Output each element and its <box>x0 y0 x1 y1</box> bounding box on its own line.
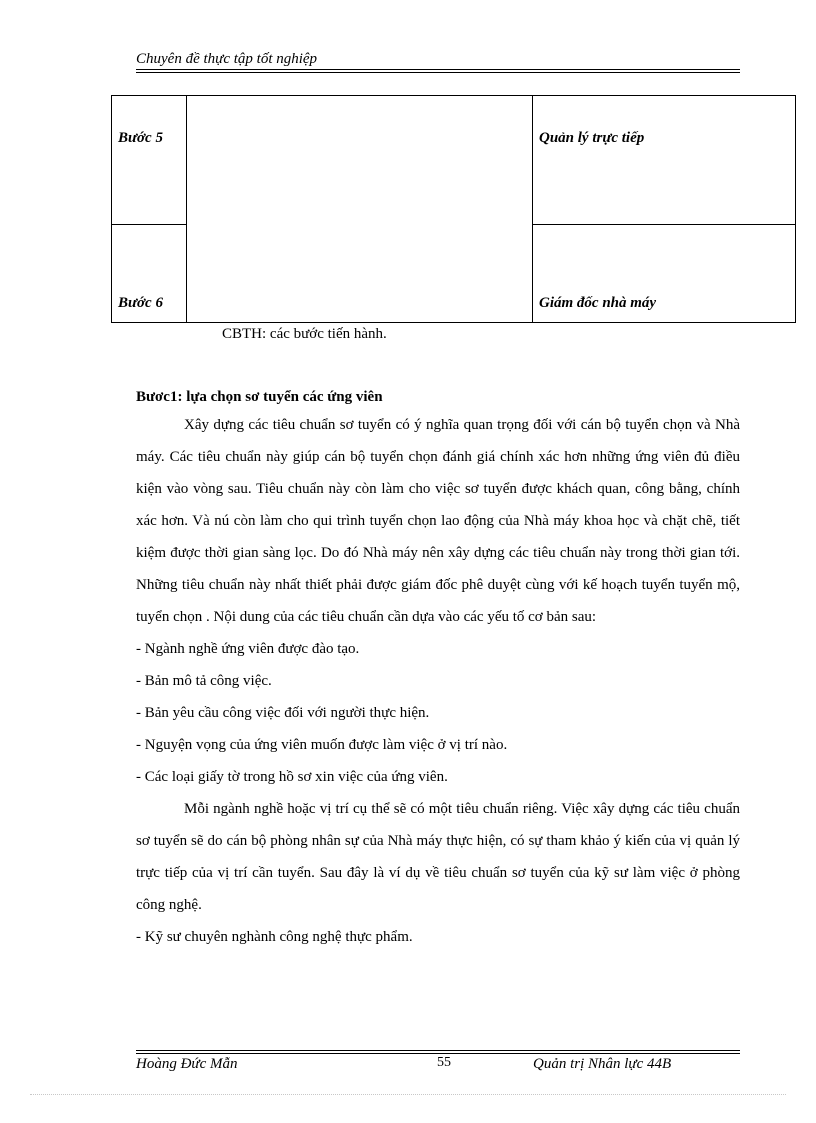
page-header-title: Chuyên đề thực tập tốt nghiệp <box>136 51 318 67</box>
header-rule <box>136 69 740 70</box>
list-item: - Các loại giấy tờ trong hồ sơ xin việc của ứng viên. <box>136 769 448 785</box>
list-item: - Bản yêu cầu công việc đối với người thực hiện. <box>136 705 430 721</box>
paragraph-2: Mỗi ngành nghề hoặc vị trí cụ thể sẽ có một tiêu chuẩn riêng. Việc xây dựng các tiêu chuẩn sơ tuyển sẽ do cán bộ phòng nhân sự của Nhà máy thực hiện, có sự tham khảo ý kiến của vị quản lý trực tiếp của vị trí cần tuyển. Sau đây là ví dụ về tiêu chuẩn sơ tuyển của kỹ sư làm việc ở phòng công nghệ. <box>136 801 740 913</box>
list-item: - Nguyện vọng của ứng viên muốn được làm việc ở vị trí nào. <box>136 737 508 753</box>
step-5-label: Bước 5 <box>112 96 187 225</box>
footer-rule <box>136 1053 740 1054</box>
list-item: - Kỹ sư chuyên nghành công nghệ thực phẩm. <box>136 929 413 945</box>
page-number: 55 <box>437 1055 451 1070</box>
paragraph-1: Xây dựng các tiêu chuẩn sơ tuyển có ý nghĩa quan trọng đối với cán bộ tuyển chọn và Nhà máy. Các tiêu chuẩn này giúp cán bộ tuyển chọn đánh giá chính xác hơn những ứng viên đủ điều kiện vào vòng sau. Tiêu chuẩn này còn làm cho việc sơ tuyển được khách quan, công bằng, chính xác hơn. Và nú còn làm cho qui trình tuyển chọn lao động của Nhà máy khoa học và chặt chẽ, tiết kiệm được thời gian sàng lọc. Do đó Nhà máy nên xây dựng các tiêu chuẩn này trong thời gian tới. Những tiêu chuẩn này nhất thiết phải được giám đốc phê duyệt cùng với kế hoạch tuyển tuyển mộ, tuyển chọn . Nội dung của các tiêu chuẩn cần dựa vào các yếu tố cơ bản sau: <box>136 417 740 625</box>
table-caption: CBTH: các bước tiến hành. <box>222 326 387 342</box>
section-heading: Bươc1: lựa chọn sơ tuyển các ứng viên <box>136 389 383 405</box>
table-row <box>112 96 796 225</box>
header-rule <box>136 72 740 73</box>
step-6-label: Bước 6 <box>112 225 187 323</box>
section-body <box>136 387 740 953</box>
page-bottom-border <box>30 1094 786 1095</box>
footer-author: Hoàng Đức Mẫn <box>136 1056 238 1072</box>
list-item: - Bản mô tả công việc. <box>136 673 272 689</box>
flow-diagram-cell <box>187 96 533 323</box>
footer-rule <box>136 1050 740 1051</box>
step-5-responsible: Quản lý trực tiếp <box>533 96 796 225</box>
step-6-responsible: Giám đốc nhà máy <box>533 225 796 323</box>
footer-class: Quản trị Nhân lực 44B <box>533 1056 672 1072</box>
list-item: - Ngành nghề ứng viên được đào tạo. <box>136 641 360 657</box>
steps-table <box>111 95 796 323</box>
